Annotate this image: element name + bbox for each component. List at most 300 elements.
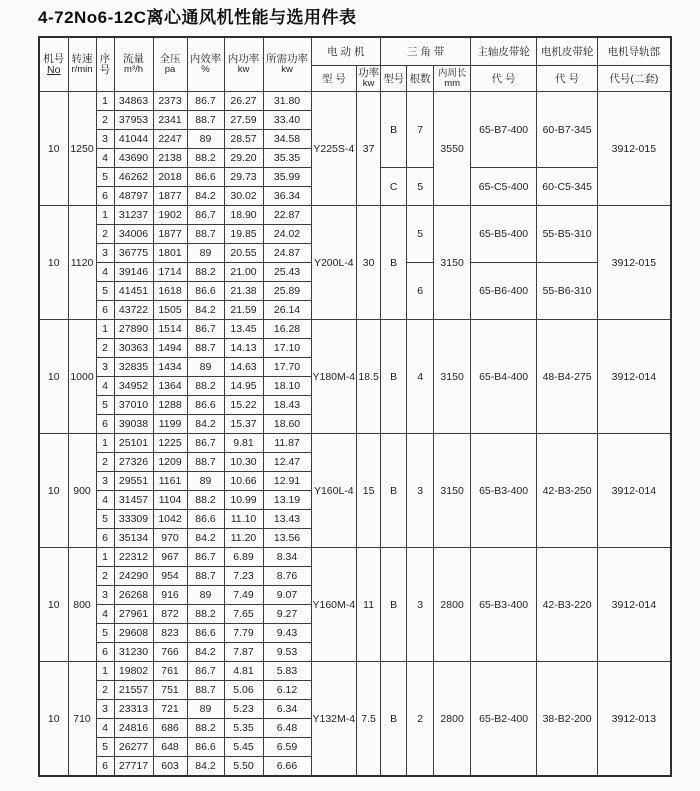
col-header-speed-unit: r/min bbox=[71, 64, 93, 75]
cell-speed: 1000 bbox=[68, 320, 96, 434]
cell-internal-power: 13.45 bbox=[224, 320, 263, 339]
cell-flow: 23313 bbox=[114, 700, 153, 719]
cell-seq: 4 bbox=[96, 491, 114, 510]
cell-internal-power: 11.10 bbox=[224, 510, 263, 529]
cell-internal-power: 9.81 bbox=[224, 434, 263, 453]
col-header-belt-model: 型号 bbox=[381, 66, 407, 92]
cell-seq: 5 bbox=[96, 738, 114, 757]
cell-required-power: 6.34 bbox=[263, 700, 311, 719]
cell-required-power: 13.56 bbox=[263, 529, 311, 548]
cell-motor-model: Y200L-4 bbox=[311, 206, 357, 320]
cell-internal-power: 5.06 bbox=[224, 681, 263, 700]
cell-required-power: 12.91 bbox=[263, 472, 311, 491]
cell-pressure: 1618 bbox=[153, 282, 187, 301]
col-header-motor-power-unit: kw bbox=[362, 78, 375, 89]
cell-pressure: 823 bbox=[153, 624, 187, 643]
cell-seq: 2 bbox=[96, 225, 114, 244]
cell-seq: 6 bbox=[96, 529, 114, 548]
cell-internal-power: 6.89 bbox=[224, 548, 263, 567]
cell-required-power: 33.40 bbox=[263, 111, 311, 130]
cell-flow: 29608 bbox=[114, 624, 153, 643]
cell-seq: 3 bbox=[96, 586, 114, 605]
cell-efficiency: 86.6 bbox=[187, 510, 224, 529]
cell-fan-no: 10 bbox=[39, 434, 68, 548]
cell-efficiency: 88.7 bbox=[187, 681, 224, 700]
cell-flow: 39038 bbox=[114, 415, 153, 434]
cell-belt-type: C bbox=[381, 168, 407, 206]
cell-pressure: 1877 bbox=[153, 225, 187, 244]
cell-flow: 26268 bbox=[114, 586, 153, 605]
cell-internal-power: 10.66 bbox=[224, 472, 263, 491]
cell-belt-type: B bbox=[381, 206, 407, 320]
cell-belt-count: 3 bbox=[407, 548, 434, 662]
cell-speed: 710 bbox=[68, 662, 96, 777]
cell-belt-length: 3150 bbox=[434, 206, 471, 320]
table-row bbox=[39, 662, 671, 681]
cell-required-power: 35.35 bbox=[263, 149, 311, 168]
cell-flow: 31237 bbox=[114, 206, 153, 225]
cell-internal-power: 30.02 bbox=[224, 187, 263, 206]
col-header-internal-power-unit: kw bbox=[237, 64, 250, 75]
cell-seq: 1 bbox=[96, 320, 114, 339]
cell-motor-model: Y180M-4 bbox=[311, 320, 357, 434]
cell-efficiency: 88.2 bbox=[187, 149, 224, 168]
cell-pressure: 1288 bbox=[153, 396, 187, 415]
cell-efficiency: 88.7 bbox=[187, 111, 224, 130]
cell-efficiency: 86.7 bbox=[187, 206, 224, 225]
cell-seq: 4 bbox=[96, 719, 114, 738]
col-header-efficiency-unit: % bbox=[201, 64, 210, 75]
cell-flow: 21557 bbox=[114, 681, 153, 700]
cell-efficiency: 89 bbox=[187, 358, 224, 377]
col-header-required-power-label: 所需功率 bbox=[266, 53, 308, 65]
col-header-motor-power bbox=[357, 66, 381, 92]
table-row bbox=[39, 206, 671, 225]
cell-pressure: 1505 bbox=[153, 301, 187, 320]
cell-pressure: 1801 bbox=[153, 244, 187, 263]
cell-seq: 5 bbox=[96, 396, 114, 415]
cell-pressure: 2373 bbox=[153, 92, 187, 111]
cell-belt-length: 2800 bbox=[434, 662, 471, 777]
cell-speed: 900 bbox=[68, 434, 96, 548]
cell-shaft-pulley-code: 65-B3-400 bbox=[471, 434, 537, 548]
col-header-rail-code: 代号(二套) bbox=[598, 66, 671, 92]
col-header-seq-l1: 序 bbox=[99, 52, 111, 65]
col-header-fan-no-unit: No bbox=[47, 63, 61, 76]
cell-required-power: 13.19 bbox=[263, 491, 311, 510]
table-row bbox=[39, 548, 671, 567]
cell-required-power: 24.02 bbox=[263, 225, 311, 244]
cell-motor-pulley-code: 38-B2-200 bbox=[537, 662, 598, 777]
table-row bbox=[39, 434, 671, 453]
cell-efficiency: 89 bbox=[187, 472, 224, 491]
cell-required-power: 25.43 bbox=[263, 263, 311, 282]
cell-required-power: 24.87 bbox=[263, 244, 311, 263]
cell-seq: 5 bbox=[96, 282, 114, 301]
cell-seq: 1 bbox=[96, 206, 114, 225]
cell-efficiency: 86.7 bbox=[187, 92, 224, 111]
cell-internal-power: 21.00 bbox=[224, 263, 263, 282]
cell-required-power: 17.70 bbox=[263, 358, 311, 377]
cell-efficiency: 84.2 bbox=[187, 187, 224, 206]
cell-efficiency: 89 bbox=[187, 700, 224, 719]
cell-internal-power: 11.20 bbox=[224, 529, 263, 548]
col-header-motor-power-label: 功率 bbox=[358, 67, 380, 79]
cell-internal-power: 14.63 bbox=[224, 358, 263, 377]
cell-flow: 48797 bbox=[114, 187, 153, 206]
cell-efficiency: 86.6 bbox=[187, 738, 224, 757]
cell-motor-model: Y160L-4 bbox=[311, 434, 357, 548]
cell-efficiency: 88.2 bbox=[187, 605, 224, 624]
cell-pressure: 686 bbox=[153, 719, 187, 738]
cell-flow: 31457 bbox=[114, 491, 153, 510]
cell-motor-power: 15 bbox=[357, 434, 381, 548]
cell-efficiency: 88.7 bbox=[187, 225, 224, 244]
cell-flow: 27961 bbox=[114, 605, 153, 624]
cell-belt-type: B bbox=[381, 662, 407, 777]
cell-flow: 26277 bbox=[114, 738, 153, 757]
cell-belt-type: B bbox=[381, 548, 407, 662]
cell-flow: 27890 bbox=[114, 320, 153, 339]
cell-internal-power: 7.23 bbox=[224, 567, 263, 586]
cell-internal-power: 29.73 bbox=[224, 168, 263, 187]
cell-belt-count: 5 bbox=[407, 206, 434, 263]
cell-belt-count: 7 bbox=[407, 92, 434, 168]
cell-rail-code: 3912-015 bbox=[598, 206, 671, 320]
cell-flow: 27717 bbox=[114, 757, 153, 777]
cell-motor-model: Y160M-4 bbox=[311, 548, 357, 662]
cell-flow: 30363 bbox=[114, 339, 153, 358]
cell-seq: 3 bbox=[96, 130, 114, 149]
cell-efficiency: 86.6 bbox=[187, 168, 224, 187]
cell-internal-power: 21.38 bbox=[224, 282, 263, 301]
cell-required-power: 18.60 bbox=[263, 415, 311, 434]
cell-efficiency: 88.7 bbox=[187, 567, 224, 586]
cell-internal-power: 14.13 bbox=[224, 339, 263, 358]
cell-seq: 6 bbox=[96, 187, 114, 206]
cell-efficiency: 86.7 bbox=[187, 548, 224, 567]
cell-belt-length: 3150 bbox=[434, 320, 471, 434]
cell-seq: 6 bbox=[96, 301, 114, 320]
cell-required-power: 34.58 bbox=[263, 130, 311, 149]
table-body bbox=[39, 92, 671, 777]
col-header-belt-length-unit: mm bbox=[444, 77, 461, 89]
cell-efficiency: 88.2 bbox=[187, 377, 224, 396]
cell-seq: 1 bbox=[96, 662, 114, 681]
col-header-motor-pulley-code: 代 号 bbox=[537, 66, 598, 92]
cell-flow: 37953 bbox=[114, 111, 153, 130]
cell-motor-power: 37 bbox=[357, 92, 381, 206]
cell-seq: 2 bbox=[96, 111, 114, 130]
cell-motor-pulley-code: 48-B4-275 bbox=[537, 320, 598, 434]
cell-belt-count: 2 bbox=[407, 662, 434, 777]
cell-required-power: 5.83 bbox=[263, 662, 311, 681]
cell-seq: 4 bbox=[96, 149, 114, 168]
cell-shaft-pulley-code: 65-C5-400 bbox=[471, 168, 537, 206]
cell-motor-model: Y225S-4 bbox=[311, 92, 357, 206]
col-header-flow bbox=[114, 37, 153, 92]
cell-flow: 34006 bbox=[114, 225, 153, 244]
cell-pressure: 1161 bbox=[153, 472, 187, 491]
cell-pressure: 648 bbox=[153, 738, 187, 757]
cell-belt-count: 6 bbox=[407, 263, 434, 320]
col-header-belt-count: 根数 bbox=[407, 66, 434, 92]
cell-pressure: 2018 bbox=[153, 168, 187, 187]
cell-shaft-pulley-code: 65-B2-400 bbox=[471, 662, 537, 777]
cell-motor-power: 30 bbox=[357, 206, 381, 320]
col-header-seq bbox=[96, 37, 114, 92]
cell-belt-length: 3550 bbox=[434, 92, 471, 206]
cell-speed: 800 bbox=[68, 548, 96, 662]
col-header-fan-no bbox=[39, 37, 68, 92]
cell-motor-power: 11 bbox=[357, 548, 381, 662]
cell-internal-power: 5.50 bbox=[224, 757, 263, 777]
col-header-speed-label: 转速 bbox=[71, 53, 93, 65]
cell-rail-code: 3912-015 bbox=[598, 92, 671, 206]
cell-required-power: 9.27 bbox=[263, 605, 311, 624]
cell-pressure: 2247 bbox=[153, 130, 187, 149]
cell-speed: 1250 bbox=[68, 92, 96, 206]
cell-efficiency: 86.6 bbox=[187, 282, 224, 301]
cell-efficiency: 88.2 bbox=[187, 491, 224, 510]
cell-internal-power: 28.57 bbox=[224, 130, 263, 149]
cell-required-power: 6.12 bbox=[263, 681, 311, 700]
cell-efficiency: 86.7 bbox=[187, 320, 224, 339]
cell-internal-power: 29.20 bbox=[224, 149, 263, 168]
cell-belt-count: 3 bbox=[407, 434, 434, 548]
cell-flow: 29551 bbox=[114, 472, 153, 491]
col-header-flow-label: 流量 bbox=[123, 53, 144, 65]
cell-seq: 4 bbox=[96, 377, 114, 396]
col-group-rail: 电机导轨部 bbox=[598, 37, 671, 66]
cell-required-power: 6.48 bbox=[263, 719, 311, 738]
cell-efficiency: 84.2 bbox=[187, 301, 224, 320]
cell-pressure: 1514 bbox=[153, 320, 187, 339]
cell-pressure: 1877 bbox=[153, 187, 187, 206]
cell-efficiency: 86.6 bbox=[187, 396, 224, 415]
cell-internal-power: 7.49 bbox=[224, 586, 263, 605]
cell-required-power: 25.89 bbox=[263, 282, 311, 301]
cell-internal-power: 15.22 bbox=[224, 396, 263, 415]
cell-efficiency: 84.2 bbox=[187, 757, 224, 777]
cell-efficiency: 89 bbox=[187, 586, 224, 605]
cell-pressure: 766 bbox=[153, 643, 187, 662]
cell-flow: 19802 bbox=[114, 662, 153, 681]
cell-required-power: 26.14 bbox=[263, 301, 311, 320]
cell-seq: 3 bbox=[96, 358, 114, 377]
cell-required-power: 6.66 bbox=[263, 757, 311, 777]
cell-pressure: 1902 bbox=[153, 206, 187, 225]
cell-pressure: 2341 bbox=[153, 111, 187, 130]
cell-efficiency: 89 bbox=[187, 130, 224, 149]
cell-flow: 46262 bbox=[114, 168, 153, 187]
cell-belt-length: 2800 bbox=[434, 548, 471, 662]
cell-internal-power: 7.87 bbox=[224, 643, 263, 662]
fan-performance-table bbox=[38, 36, 672, 777]
cell-flow: 37010 bbox=[114, 396, 153, 415]
cell-fan-no: 10 bbox=[39, 206, 68, 320]
cell-belt-count: 5 bbox=[407, 168, 434, 206]
cell-pressure: 1714 bbox=[153, 263, 187, 282]
cell-internal-power: 5.23 bbox=[224, 700, 263, 719]
col-header-pressure-label: 全压 bbox=[159, 53, 181, 65]
cell-pressure: 954 bbox=[153, 567, 187, 586]
cell-internal-power: 14.95 bbox=[224, 377, 263, 396]
cell-rail-code: 3912-013 bbox=[598, 662, 671, 777]
cell-flow: 22312 bbox=[114, 548, 153, 567]
cell-pressure: 1225 bbox=[153, 434, 187, 453]
cell-efficiency: 88.2 bbox=[187, 719, 224, 738]
col-header-shaft-pulley-code: 代 号 bbox=[471, 66, 537, 92]
cell-flow: 34952 bbox=[114, 377, 153, 396]
cell-required-power: 9.43 bbox=[263, 624, 311, 643]
cell-internal-power: 10.99 bbox=[224, 491, 263, 510]
cell-required-power: 31.80 bbox=[263, 92, 311, 111]
cell-internal-power: 7.79 bbox=[224, 624, 263, 643]
cell-required-power: 6.59 bbox=[263, 738, 311, 757]
cell-flow: 24816 bbox=[114, 719, 153, 738]
cell-flow: 31230 bbox=[114, 643, 153, 662]
cell-shaft-pulley-code: 65-B3-400 bbox=[471, 548, 537, 662]
cell-efficiency: 89 bbox=[187, 244, 224, 263]
cell-seq: 3 bbox=[96, 472, 114, 491]
cell-seq: 4 bbox=[96, 605, 114, 624]
cell-internal-power: 26.27 bbox=[224, 92, 263, 111]
cell-motor-pulley-code: 60-C5-345 bbox=[537, 168, 598, 206]
cell-required-power: 18.10 bbox=[263, 377, 311, 396]
cell-flow: 39146 bbox=[114, 263, 153, 282]
cell-pressure: 1199 bbox=[153, 415, 187, 434]
cell-internal-power: 27.59 bbox=[224, 111, 263, 130]
cell-flow: 43690 bbox=[114, 149, 153, 168]
cell-seq: 6 bbox=[96, 415, 114, 434]
cell-seq: 2 bbox=[96, 453, 114, 472]
cell-required-power: 17.10 bbox=[263, 339, 311, 358]
cell-fan-no: 10 bbox=[39, 320, 68, 434]
cell-rail-code: 3912-014 bbox=[598, 320, 671, 434]
cell-required-power: 36.34 bbox=[263, 187, 311, 206]
cell-flow: 25101 bbox=[114, 434, 153, 453]
cell-internal-power: 10.30 bbox=[224, 453, 263, 472]
cell-seq: 2 bbox=[96, 567, 114, 586]
cell-shaft-pulley-code: 65-B4-400 bbox=[471, 320, 537, 434]
col-header-pressure-unit: pa bbox=[164, 64, 176, 75]
cell-internal-power: 20.55 bbox=[224, 244, 263, 263]
cell-pressure: 1104 bbox=[153, 491, 187, 510]
cell-seq: 6 bbox=[96, 643, 114, 662]
col-group-shaft-pulley: 主轴皮带轮 bbox=[471, 37, 537, 66]
cell-efficiency: 88.7 bbox=[187, 453, 224, 472]
cell-required-power: 12.47 bbox=[263, 453, 311, 472]
cell-pressure: 721 bbox=[153, 700, 187, 719]
col-header-efficiency-label: 内效率 bbox=[189, 53, 222, 65]
page-title: 4-72No6-12C离心通风机性能与选用件表 bbox=[38, 8, 357, 27]
cell-motor-pulley-code: 42-B3-250 bbox=[537, 434, 598, 548]
cell-flow: 24290 bbox=[114, 567, 153, 586]
col-header-required-power-unit: kw bbox=[281, 64, 293, 75]
cell-required-power: 13.43 bbox=[263, 510, 311, 529]
cell-efficiency: 86.7 bbox=[187, 434, 224, 453]
col-header-speed bbox=[68, 37, 96, 92]
cell-motor-pulley-code: 60-B7-345 bbox=[537, 92, 598, 168]
cell-efficiency: 86.7 bbox=[187, 662, 224, 681]
cell-belt-type: B bbox=[381, 434, 407, 548]
cell-fan-no: 10 bbox=[39, 92, 68, 206]
cell-motor-power: 18.5 bbox=[357, 320, 381, 434]
cell-flow: 41044 bbox=[114, 130, 153, 149]
col-header-flow-unit: m³/h bbox=[124, 64, 143, 75]
cell-pressure: 1364 bbox=[153, 377, 187, 396]
cell-internal-power: 5.45 bbox=[224, 738, 263, 757]
cell-internal-power: 4.81 bbox=[224, 662, 263, 681]
cell-efficiency: 88.2 bbox=[187, 263, 224, 282]
col-group-motor-pulley: 电机皮带轮 bbox=[537, 37, 598, 66]
col-header-efficiency bbox=[187, 37, 224, 92]
cell-flow: 34863 bbox=[114, 92, 153, 111]
col-header-internal-power-label: 内功率 bbox=[227, 53, 260, 65]
col-group-belt: 三 角 带 bbox=[381, 37, 471, 66]
cell-seq: 3 bbox=[96, 244, 114, 263]
cell-internal-power: 7.65 bbox=[224, 605, 263, 624]
cell-belt-type: B bbox=[381, 92, 407, 168]
cell-fan-no: 10 bbox=[39, 662, 68, 777]
cell-motor-pulley-code: 42-B3-220 bbox=[537, 548, 598, 662]
cell-flow: 35134 bbox=[114, 529, 153, 548]
cell-pressure: 603 bbox=[153, 757, 187, 777]
table-row bbox=[39, 92, 671, 111]
col-header-required-power bbox=[263, 37, 311, 92]
cell-required-power: 9.07 bbox=[263, 586, 311, 605]
cell-rail-code: 3912-014 bbox=[598, 548, 671, 662]
cell-seq: 3 bbox=[96, 700, 114, 719]
cell-rail-code: 3912-014 bbox=[598, 434, 671, 548]
cell-seq: 5 bbox=[96, 168, 114, 187]
cell-pressure: 872 bbox=[153, 605, 187, 624]
cell-pressure: 967 bbox=[153, 548, 187, 567]
cell-internal-power: 21.59 bbox=[224, 301, 263, 320]
cell-flow: 43722 bbox=[114, 301, 153, 320]
cell-pressure: 2138 bbox=[153, 149, 187, 168]
cell-belt-count: 4 bbox=[407, 320, 434, 434]
cell-pressure: 751 bbox=[153, 681, 187, 700]
cell-required-power: 22.87 bbox=[263, 206, 311, 225]
col-header-pressure bbox=[153, 37, 187, 92]
cell-required-power: 11.87 bbox=[263, 434, 311, 453]
col-group-motor: 电 动 机 bbox=[311, 37, 381, 66]
cell-seq: 4 bbox=[96, 263, 114, 282]
cell-internal-power: 19.85 bbox=[224, 225, 263, 244]
header-row-1 bbox=[39, 37, 671, 66]
cell-pressure: 1209 bbox=[153, 453, 187, 472]
cell-required-power: 8.76 bbox=[263, 567, 311, 586]
cell-shaft-pulley-code: 65-B7-400 bbox=[471, 92, 537, 168]
cell-motor-pulley-code: 55-B6-310 bbox=[537, 263, 598, 320]
cell-motor-model: Y132M-4 bbox=[311, 662, 357, 777]
cell-internal-power: 15.37 bbox=[224, 415, 263, 434]
cell-seq: 1 bbox=[96, 92, 114, 111]
cell-motor-pulley-code: 55-B5-310 bbox=[537, 206, 598, 263]
cell-seq: 2 bbox=[96, 681, 114, 700]
cell-pressure: 970 bbox=[153, 529, 187, 548]
cell-internal-power: 5.35 bbox=[224, 719, 263, 738]
cell-seq: 1 bbox=[96, 548, 114, 567]
cell-internal-power: 18.90 bbox=[224, 206, 263, 225]
cell-efficiency: 88.7 bbox=[187, 339, 224, 358]
cell-required-power: 35.99 bbox=[263, 168, 311, 187]
col-header-motor-model: 型 号 bbox=[311, 66, 357, 92]
col-header-seq-l2: 号 bbox=[99, 63, 111, 76]
cell-required-power: 16.28 bbox=[263, 320, 311, 339]
